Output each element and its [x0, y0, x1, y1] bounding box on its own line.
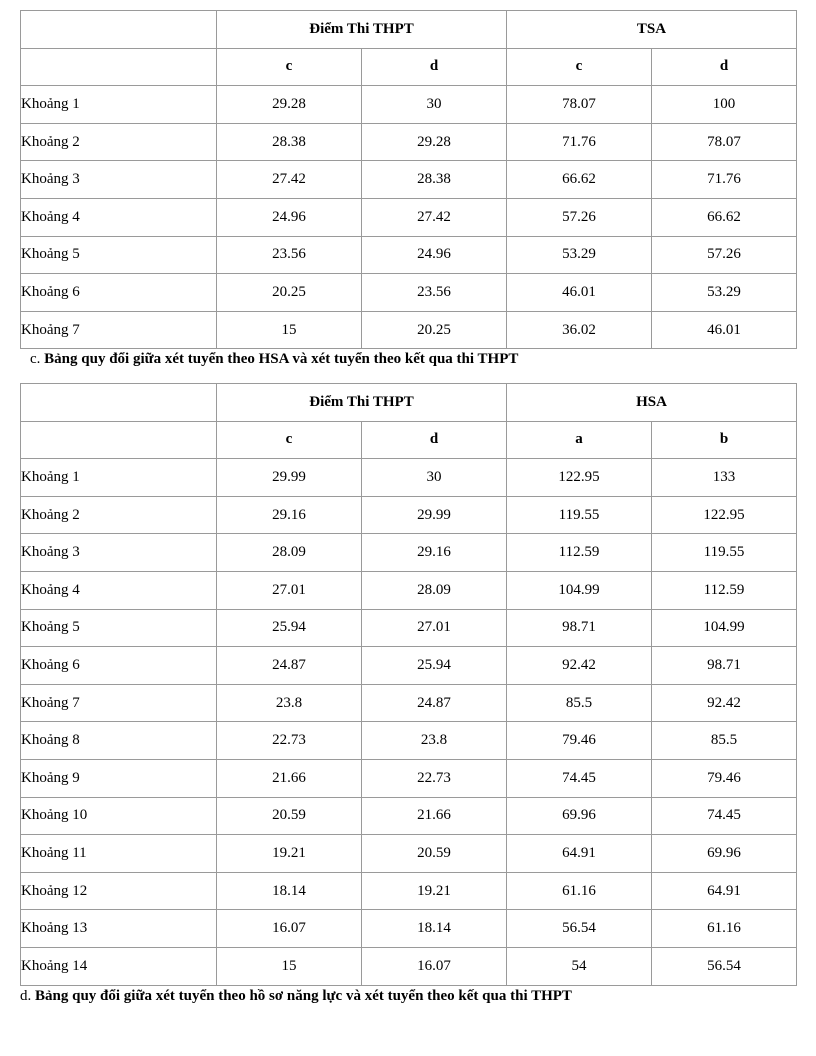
row-label-cell: Khoảng 5 — [21, 609, 217, 647]
row-label-cell: Khoảng 3 — [21, 161, 217, 199]
row-label-cell: Khoảng 7 — [21, 311, 217, 349]
row-label-cell: Khoảng 5 — [21, 236, 217, 274]
table-row — [21, 647, 797, 685]
sub-header-cell: d — [652, 48, 797, 86]
sub-header-cell: c — [217, 421, 362, 459]
thpt-c-cell: 22.73 — [217, 722, 362, 760]
row-label-cell: Khoảng 11 — [21, 835, 217, 873]
score-low-cell: 53.29 — [507, 236, 652, 274]
table-row — [21, 86, 797, 124]
thpt-c-cell: 29.99 — [217, 459, 362, 497]
thpt-d-cell: 18.14 — [362, 910, 507, 948]
hsa-table-body — [21, 459, 797, 985]
score-high-cell: 56.54 — [652, 947, 797, 985]
table-row — [21, 274, 797, 312]
thpt-c-cell: 25.94 — [217, 609, 362, 647]
score-low-cell: 119.55 — [507, 496, 652, 534]
group-header-thpt: Điểm Thi THPT — [217, 384, 507, 422]
caption-d — [20, 988, 572, 1005]
score-high-cell: 100 — [652, 86, 797, 124]
thpt-c-cell: 28.09 — [217, 534, 362, 572]
score-low-cell: 64.91 — [507, 835, 652, 873]
score-low-cell: 71.76 — [507, 123, 652, 161]
score-high-cell: 112.59 — [652, 571, 797, 609]
thpt-d-cell: 23.8 — [362, 722, 507, 760]
thpt-c-cell: 23.56 — [217, 236, 362, 274]
score-low-cell: 36.02 — [507, 311, 652, 349]
score-high-cell: 61.16 — [652, 910, 797, 948]
row-label-cell: Khoảng 4 — [21, 198, 217, 236]
score-high-cell: 66.62 — [652, 198, 797, 236]
thpt-c-cell: 18.14 — [217, 872, 362, 910]
caption-text: Bảng quy đổi giữa xét tuyển theo hồ sơ năng lực và xét tuyển theo kết qua thi THPT — [35, 988, 572, 1004]
table-row — [21, 947, 797, 985]
row-label-cell: Khoảng 8 — [21, 722, 217, 760]
thpt-d-cell: 29.99 — [362, 496, 507, 534]
score-low-cell: 56.54 — [507, 910, 652, 948]
thpt-d-cell: 22.73 — [362, 759, 507, 797]
caption-prefix: d. — [20, 988, 35, 1004]
table-row — [21, 759, 797, 797]
sub-header-cell: c — [507, 48, 652, 86]
thpt-d-cell: 24.96 — [362, 236, 507, 274]
score-high-cell: 46.01 — [652, 311, 797, 349]
score-low-cell: 79.46 — [507, 722, 652, 760]
sub-header-cell: d — [362, 421, 507, 459]
thpt-c-cell: 24.96 — [217, 198, 362, 236]
score-low-cell: 98.71 — [507, 609, 652, 647]
row-label-cell: Khoảng 6 — [21, 274, 217, 312]
score-high-cell: 119.55 — [652, 534, 797, 572]
score-high-cell: 74.45 — [652, 797, 797, 835]
score-low-cell: 54 — [507, 947, 652, 985]
thpt-d-cell: 20.59 — [362, 835, 507, 873]
table-row — [21, 534, 797, 572]
thpt-c-cell: 15 — [217, 311, 362, 349]
thpt-c-cell: 20.25 — [217, 274, 362, 312]
score-high-cell: 133 — [652, 459, 797, 497]
table-row — [21, 198, 797, 236]
thpt-d-cell: 30 — [362, 86, 507, 124]
tsa-conversion-table — [20, 10, 797, 349]
caption-prefix: c. — [30, 351, 45, 367]
score-high-cell: 122.95 — [652, 496, 797, 534]
row-label-cell: Khoảng 6 — [21, 647, 217, 685]
thpt-c-cell: 19.21 — [217, 835, 362, 873]
score-low-cell: 46.01 — [507, 274, 652, 312]
row-label-cell: Khoảng 7 — [21, 684, 217, 722]
table-row — [21, 571, 797, 609]
table-row — [21, 797, 797, 835]
thpt-c-cell: 29.16 — [217, 496, 362, 534]
thpt-d-cell: 28.38 — [362, 161, 507, 199]
thpt-d-cell: 23.56 — [362, 274, 507, 312]
row-label-cell: Khoảng 4 — [21, 571, 217, 609]
table-group-header-row — [21, 384, 797, 422]
table-row — [21, 910, 797, 948]
thpt-d-cell: 28.09 — [362, 571, 507, 609]
score-high-cell: 69.96 — [652, 835, 797, 873]
caption-text: Bảng quy đổi giữa xét tuyển theo HSA và xét tuyển theo kết qua thi THPT — [44, 351, 519, 367]
score-high-cell: 104.99 — [652, 609, 797, 647]
group-header-hsa: HSA — [507, 384, 797, 422]
sub-header-cell: b — [652, 421, 797, 459]
row-label-cell: Khoảng 10 — [21, 797, 217, 835]
row-label-cell: Khoảng 12 — [21, 872, 217, 910]
score-high-cell: 57.26 — [652, 236, 797, 274]
score-low-cell: 85.5 — [507, 684, 652, 722]
score-high-cell: 98.71 — [652, 647, 797, 685]
row-label-cell: Khoảng 1 — [21, 86, 217, 124]
row-label-cell: Khoảng 2 — [21, 123, 217, 161]
score-low-cell: 78.07 — [507, 86, 652, 124]
table-row — [21, 684, 797, 722]
row-label-cell: Khoảng 2 — [21, 496, 217, 534]
thpt-c-cell: 16.07 — [217, 910, 362, 948]
score-high-cell: 64.91 — [652, 872, 797, 910]
table-row — [21, 123, 797, 161]
caption-c — [30, 351, 518, 368]
score-low-cell: 92.42 — [507, 647, 652, 685]
sub-header-cell: a — [507, 421, 652, 459]
score-low-cell: 74.45 — [507, 759, 652, 797]
score-low-cell: 66.62 — [507, 161, 652, 199]
thpt-d-cell: 27.42 — [362, 198, 507, 236]
table-row — [21, 609, 797, 647]
thpt-d-cell: 25.94 — [362, 647, 507, 685]
thpt-d-cell: 29.28 — [362, 123, 507, 161]
row-label-cell: Khoảng 9 — [21, 759, 217, 797]
table-sub-header-row — [21, 421, 797, 459]
score-low-cell: 112.59 — [507, 534, 652, 572]
table-row — [21, 236, 797, 274]
group-header-tsa: TSA — [507, 11, 797, 49]
empty-header-cell — [21, 384, 217, 422]
thpt-d-cell: 21.66 — [362, 797, 507, 835]
sub-header-cell: c — [217, 48, 362, 86]
thpt-c-cell: 21.66 — [217, 759, 362, 797]
table-row — [21, 722, 797, 760]
thpt-c-cell: 23.8 — [217, 684, 362, 722]
table-row — [21, 835, 797, 873]
table-row — [21, 311, 797, 349]
score-low-cell: 69.96 — [507, 797, 652, 835]
sub-header-cell: d — [362, 48, 507, 86]
thpt-c-cell: 24.87 — [217, 647, 362, 685]
empty-header-cell — [21, 11, 217, 49]
table-row — [21, 496, 797, 534]
thpt-d-cell: 20.25 — [362, 311, 507, 349]
thpt-c-cell: 27.42 — [217, 161, 362, 199]
empty-header-cell — [21, 421, 217, 459]
score-high-cell: 71.76 — [652, 161, 797, 199]
thpt-c-cell: 28.38 — [217, 123, 362, 161]
score-low-cell: 104.99 — [507, 571, 652, 609]
thpt-d-cell: 27.01 — [362, 609, 507, 647]
thpt-c-cell: 29.28 — [217, 86, 362, 124]
row-label-cell: Khoảng 13 — [21, 910, 217, 948]
thpt-d-cell: 19.21 — [362, 872, 507, 910]
score-low-cell: 122.95 — [507, 459, 652, 497]
score-high-cell: 53.29 — [652, 274, 797, 312]
row-label-cell: Khoảng 1 — [21, 459, 217, 497]
table-row — [21, 872, 797, 910]
row-label-cell: Khoảng 14 — [21, 947, 217, 985]
score-high-cell: 79.46 — [652, 759, 797, 797]
thpt-d-cell: 16.07 — [362, 947, 507, 985]
thpt-d-cell: 24.87 — [362, 684, 507, 722]
table-group-header-row — [21, 11, 797, 49]
thpt-d-cell: 30 — [362, 459, 507, 497]
score-low-cell: 57.26 — [507, 198, 652, 236]
score-high-cell: 85.5 — [652, 722, 797, 760]
thpt-c-cell: 27.01 — [217, 571, 362, 609]
hsa-conversion-table — [20, 383, 797, 986]
thpt-c-cell: 20.59 — [217, 797, 362, 835]
score-high-cell: 92.42 — [652, 684, 797, 722]
table-sub-header-row — [21, 48, 797, 86]
thpt-d-cell: 29.16 — [362, 534, 507, 572]
table-row — [21, 459, 797, 497]
row-label-cell: Khoảng 3 — [21, 534, 217, 572]
group-header-thpt: Điểm Thi THPT — [217, 11, 507, 49]
score-high-cell: 78.07 — [652, 123, 797, 161]
tsa-table-body — [21, 86, 797, 349]
table-row — [21, 161, 797, 199]
thpt-c-cell: 15 — [217, 947, 362, 985]
empty-header-cell — [21, 48, 217, 86]
score-low-cell: 61.16 — [507, 872, 652, 910]
